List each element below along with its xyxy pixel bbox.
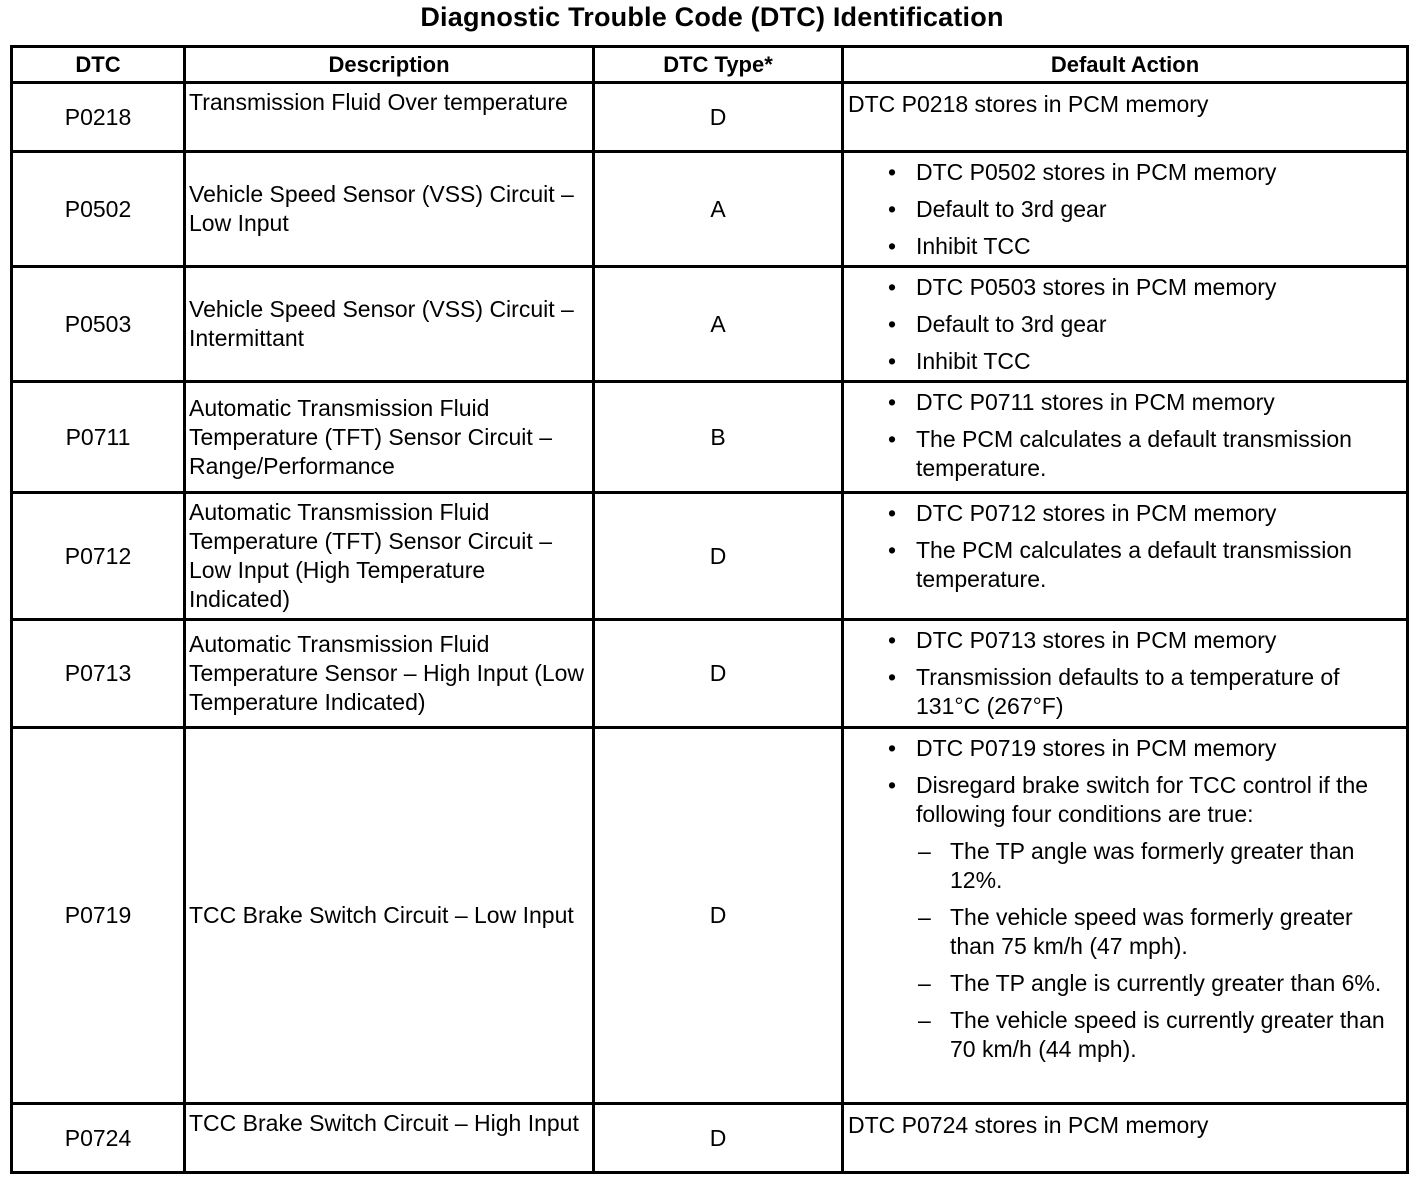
action-item: [848, 347, 1392, 376]
table-header-row: [12, 47, 1408, 83]
action-text: The PCM calculates a default transmission temperature.: [916, 426, 1352, 481]
action-item: [848, 195, 1392, 224]
action-text: DTC P0719 stores in PCM memory: [916, 735, 1277, 761]
action-text: Disregard brake switch for TCC control if the following four conditions are true:: [916, 772, 1369, 827]
action-item: [848, 158, 1392, 187]
table-row-p0711: [12, 382, 1408, 493]
action-item: [848, 425, 1392, 483]
action-item: [848, 536, 1392, 594]
dtc-code: P0502: [12, 152, 185, 267]
dtc-description: Automatic Transmission Fluid Temperature (TFT) Sensor Circuit – Low Input (High Temperature Indicated): [185, 493, 594, 620]
default-action: DTC P0218 stores in PCM memory: [843, 83, 1408, 152]
default-action: [843, 152, 1408, 267]
default-action: DTC P0724 stores in PCM memory: [843, 1104, 1408, 1173]
action-text: Inhibit TCC: [916, 348, 1031, 374]
default-action: [843, 493, 1408, 620]
dtc-type: A: [594, 267, 843, 382]
bullet-icon: •: [888, 348, 897, 374]
action-text: DTC P0503 stores in PCM memory: [916, 274, 1277, 300]
page-title: Diagnostic Trouble Code (DTC) Identification: [420, 2, 1004, 32]
dtc-code: P0724: [12, 1104, 185, 1173]
header-default-action: Default Action: [843, 47, 1408, 83]
dtc-description: Automatic Transmission Fluid Temperature Sensor – High Input (Low Temperature Indicated): [185, 620, 594, 728]
action-text: Inhibit TCC: [916, 233, 1031, 259]
dtc-code: P0711: [12, 382, 185, 493]
action-text: DTC P0711 stores in PCM memory: [916, 389, 1275, 415]
dash-icon: –: [918, 1007, 931, 1033]
header-description: Description: [185, 47, 594, 83]
bullet-icon: •: [888, 159, 897, 185]
sub-action-item: [916, 837, 1392, 895]
default-action: [843, 382, 1408, 493]
dtc-description: TCC Brake Switch Circuit – High Input: [185, 1104, 594, 1173]
bullet-icon: •: [888, 735, 897, 761]
sub-action-text: The TP angle was formerly greater than 12%.: [950, 838, 1355, 893]
bullet-icon: •: [888, 196, 897, 222]
bullet-icon: •: [888, 311, 897, 337]
sub-action-text: The vehicle speed was formerly greater than 75 km/h (47 mph).: [950, 904, 1353, 959]
dtc-type: D: [594, 728, 843, 1104]
sub-action-item: [916, 1006, 1392, 1064]
dtc-code: P0503: [12, 267, 185, 382]
action-text: The PCM calculates a default transmission temperature.: [916, 537, 1352, 592]
table-row-p0724: [12, 1104, 1408, 1173]
dtc-description: Vehicle Speed Sensor (VSS) Circuit – Intermittant: [185, 267, 594, 382]
action-text: Default to 3rd gear: [916, 196, 1107, 222]
dtc-type: D: [594, 620, 843, 728]
header-dtc-type: DTC Type*: [594, 47, 843, 83]
dtc-code: P0713: [12, 620, 185, 728]
sub-action-text: The TP angle is currently greater than 6%.: [950, 970, 1382, 996]
table-row-p0503: [12, 267, 1408, 382]
sub-action-text: The vehicle speed is currently greater than 70 km/h (44 mph).: [950, 1007, 1385, 1062]
sub-action-item: [916, 969, 1392, 998]
action-item: [848, 626, 1392, 655]
table-row-p0218: [12, 83, 1408, 152]
dtc-code: P0218: [12, 83, 185, 152]
table-row-p0712: [12, 493, 1408, 620]
dtc-type: D: [594, 83, 843, 152]
action-text: DTC P0713 stores in PCM memory: [916, 627, 1277, 653]
action-item: [848, 388, 1392, 417]
dtc-description: Vehicle Speed Sensor (VSS) Circuit – Low Input: [185, 152, 594, 267]
dash-icon: –: [918, 838, 931, 864]
dtc-description: TCC Brake Switch Circuit – Low Input: [185, 728, 594, 1104]
dtc-type: B: [594, 382, 843, 493]
action-item: [848, 663, 1392, 721]
action-text: DTC P0502 stores in PCM memory: [916, 159, 1277, 185]
sub-action-item: [916, 903, 1392, 961]
dash-icon: –: [918, 904, 931, 930]
action-item: [848, 771, 1392, 1064]
bullet-icon: •: [888, 772, 897, 798]
dtc-code: P0712: [12, 493, 185, 620]
bullet-icon: •: [888, 627, 897, 653]
action-item: [848, 310, 1392, 339]
dtc-type: D: [594, 493, 843, 620]
dtc-description: Automatic Transmission Fluid Temperature (TFT) Sensor Circuit – Range/Performance: [185, 382, 594, 493]
bullet-icon: •: [888, 500, 897, 526]
default-action: [843, 728, 1408, 1104]
dtc-description: Transmission Fluid Over temperature: [185, 83, 594, 152]
dash-icon: –: [918, 970, 931, 996]
bullet-icon: •: [888, 664, 897, 690]
action-item: [848, 499, 1392, 528]
default-action: [843, 620, 1408, 728]
table-row-p0719: [12, 728, 1408, 1104]
dtc-table: [10, 45, 1409, 1174]
bullet-icon: •: [888, 537, 897, 563]
action-text: Transmission defaults to a temperature of 131°C (267°F): [916, 664, 1340, 719]
action-item: [848, 734, 1392, 763]
action-item: [848, 273, 1392, 302]
header-dtc: DTC: [12, 47, 185, 83]
dtc-code: P0719: [12, 728, 185, 1104]
dtc-type: D: [594, 1104, 843, 1173]
action-text: Default to 3rd gear: [916, 311, 1107, 337]
bullet-icon: •: [888, 274, 897, 300]
bullet-icon: •: [888, 389, 897, 415]
bullet-icon: •: [888, 426, 897, 452]
table-row-p0713: [12, 620, 1408, 728]
bullet-icon: •: [888, 233, 897, 259]
action-text: DTC P0712 stores in PCM memory: [916, 500, 1277, 526]
table-row-p0502: [12, 152, 1408, 267]
action-item: [848, 232, 1392, 261]
default-action: [843, 267, 1408, 382]
dtc-type: A: [594, 152, 843, 267]
